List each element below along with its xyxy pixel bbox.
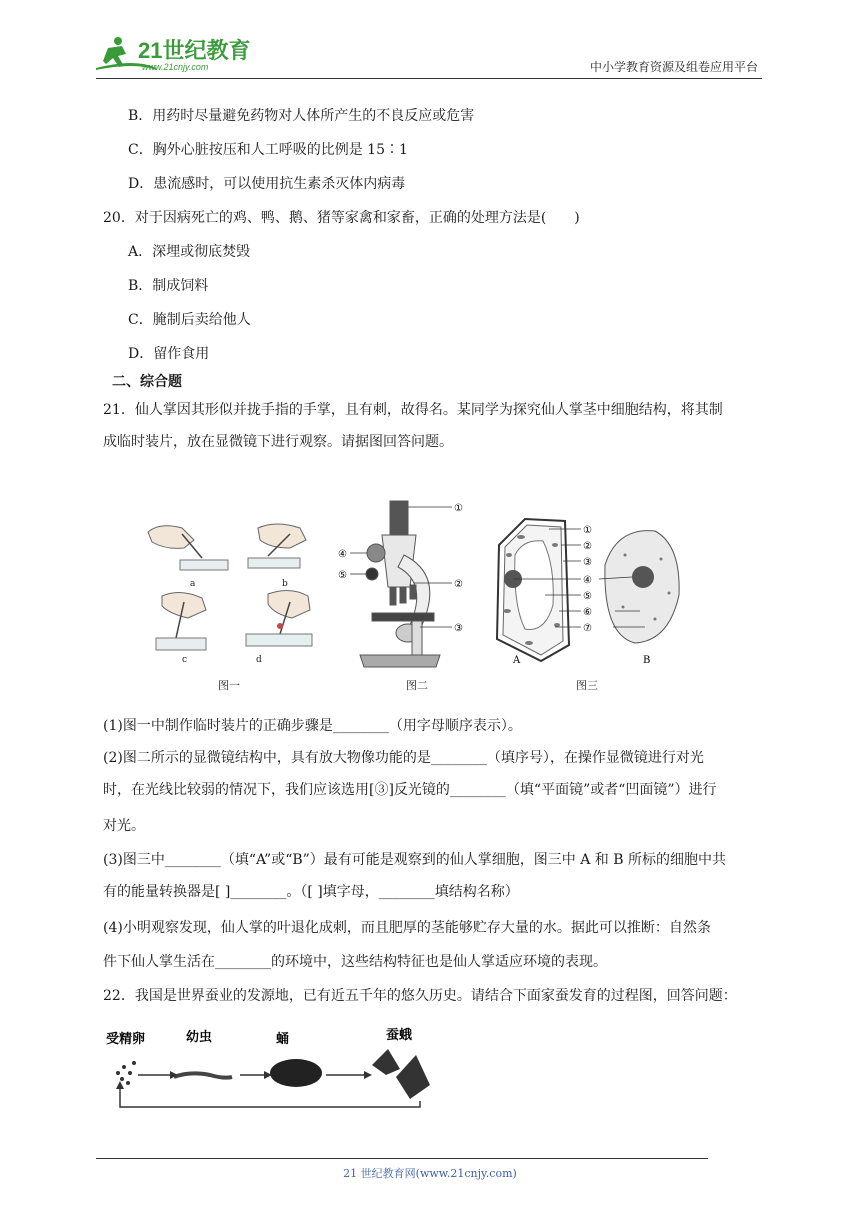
caption-figure3: 图三: [576, 679, 598, 692]
q20-option-a: A．深埋或彻底焚毁: [128, 244, 251, 260]
q21-part3-line1: (3)图三中________（填“A”或“B”）最有可能是观察到的仙人掌细胞，图三中 A 和 B 所标的细胞中共: [103, 852, 726, 868]
footer-divider: [96, 1158, 708, 1159]
fig2-label-4: ④: [338, 549, 347, 560]
q20-stem: 20．对于因病死亡的鸡、鸭、鹅、猪等家禽和家畜，正确的处理方法是( ): [103, 210, 580, 226]
fig2-label-2: ②: [454, 579, 463, 590]
fig3-label-5: ⑤: [583, 591, 592, 602]
stage-larva: 幼虫: [186, 1030, 213, 1045]
q20-option-d: D．留作食用: [128, 346, 210, 362]
figure1-slide-steps: [140, 510, 340, 670]
q22-stem: 22．我国是世界蚕业的发源地，已有近五千年的悠久历史。请结合下面家蚕发育的过程图，回答问题：: [103, 988, 737, 1004]
platform-name: 中小学教育资源及组卷应用平台: [589, 60, 758, 74]
q21-part4-line1: (4)小明观察发现，仙人掌的叶退化成刺，而且肥厚的茎能够贮存大量的水。据此可以推断：自然条: [103, 920, 711, 936]
svg-text:www.21cnjy.com: www.21cnjy.com: [142, 62, 209, 72]
stage-pupa: 蛹: [276, 1032, 290, 1047]
fig1-label-d: d: [256, 655, 262, 665]
silkworm-life-cycle-figure: [100, 1025, 440, 1115]
fig3-label-3: ③: [583, 557, 592, 568]
stage-fertilized-egg: 受精卵: [106, 1032, 146, 1047]
stage-moth: 蚕蛾: [386, 1028, 413, 1043]
fig2-label-5: ⑤: [338, 570, 347, 581]
q20-option-c: C．腌制后卖给他人: [128, 312, 251, 328]
q19-option-c: C．胸外心脏按压和人工呼吸的比例是 15∶1: [128, 142, 408, 158]
fig2-label-3: ③: [454, 623, 463, 634]
caption-figure1: 图一: [218, 679, 240, 692]
fig3-cell-b-label: B: [643, 655, 651, 665]
fig3-label-2: ②: [583, 541, 592, 552]
header-divider: [96, 78, 762, 79]
q20-option-b: B．制成饲料: [128, 278, 209, 294]
q21-part2-line1: (2)图二所示的显微镜结构中，具有放大物像功能的是________（填序号），在操作显微镜进行对光: [103, 750, 704, 766]
q19-option-b: B．用药时尽量避免药物对人体所产生的不良反应或危害: [128, 108, 475, 124]
footer-text: 21 世纪教育网(www.21cnjy.com): [343, 1167, 517, 1180]
q21-part2-line3: 对光。: [103, 818, 145, 834]
q21-stem-line2: 成临时装片，放在显微镜下进行观察。请据图回答问题。: [103, 434, 453, 450]
fig3-cell-a-label: A: [513, 655, 521, 665]
figure2-microscope: [336, 495, 476, 675]
q21-stem-line1: 21．仙人掌因其形似并拢手指的手掌，且有刺，故得名。某同学为探究仙人掌茎中细胞结构，将其制: [103, 402, 723, 418]
fig1-label-a: a: [190, 579, 196, 589]
q21-part3-line2: 有的能量转换器是[ ]________。（[ ]填字母，________填结构名称）: [103, 884, 519, 900]
caption-figure2: 图二: [406, 679, 428, 692]
fig1-label-c: c: [182, 655, 188, 665]
q21-part2-line2: 时，在光线比较弱的情况下，我们应该选用[③]反光镜的________（填“平面镜”或者“凹面镜”）进行: [103, 782, 717, 798]
fig3-label-6: ⑥: [583, 607, 592, 618]
q19-option-d: D．患流感时，可以使用抗生素杀灭体内病毒: [128, 176, 406, 192]
q21-part4-line2: 件下仙人掌生活在________的环境中，这些结构特征也是仙人掌适应环境的表现。: [103, 954, 607, 970]
site-logo: [96, 34, 266, 74]
figure3-cells: [485, 515, 705, 665]
fig3-label-7: ⑦: [583, 623, 592, 634]
fig3-label-1: ①: [583, 525, 592, 536]
q21-figures: [140, 495, 720, 695]
q21-part1: (1)图一中制作临时装片的正确步骤是________（用字母顺序表示）。: [103, 718, 522, 734]
svg-text:21世纪教育: 21世纪教育: [138, 38, 251, 63]
fig1-label-b: b: [282, 579, 288, 589]
section-title: 二、综合题: [112, 374, 182, 390]
page-header: [96, 30, 762, 80]
fig3-label-4: ④: [583, 575, 592, 586]
fig2-label-1: ①: [454, 503, 463, 514]
